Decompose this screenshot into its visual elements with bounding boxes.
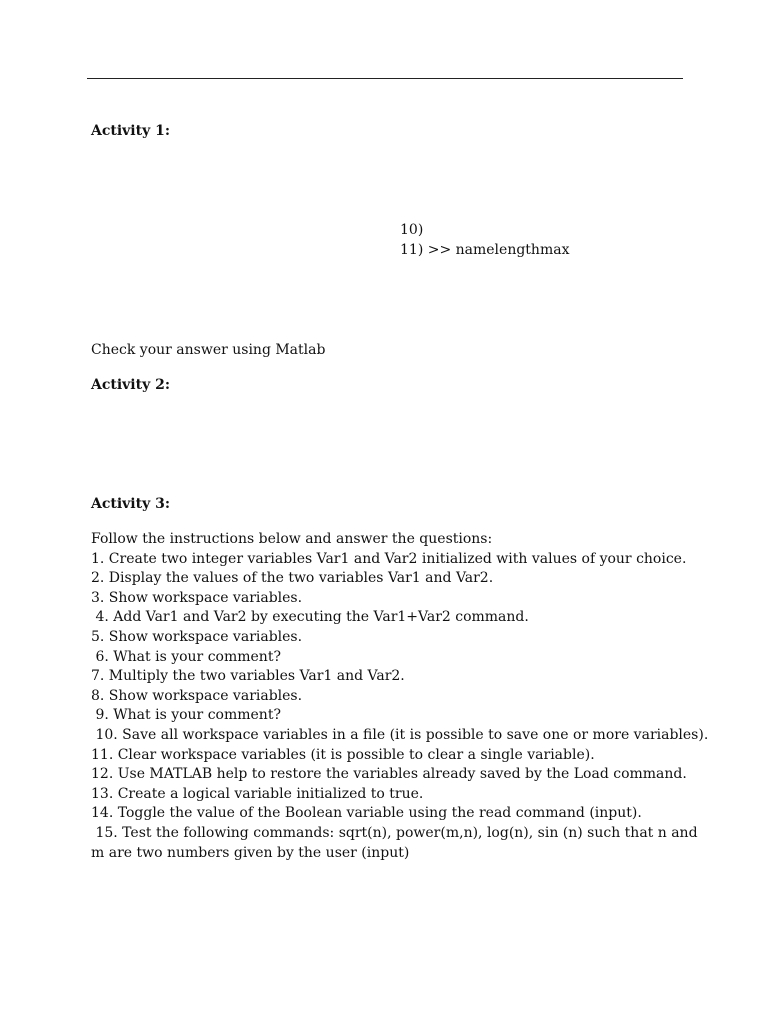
activity-3-instructions [91,530,709,863]
instruction-line: 4. Add Var1 and Var2 by executing the Var1+Var2 command. [91,609,529,626]
instruction-line: 8. Show workspace variables. [91,687,303,704]
activity-1-check-note: Check your answer using Matlab [91,342,326,358]
instruction-line: m are two numbers given by the user (input) [91,844,410,861]
activity-3-heading: Activity 3: [91,496,171,512]
instruction-line: 11. Clear workspace variables (it is possible to clear a single variable). [91,746,595,763]
instruction-line: 13. Create a logical variable initialized to true. [91,785,424,802]
instruction-line: 14. Toggle the value of the Boolean variable using the read command (input). [91,805,642,822]
activity-1-item-11: 11) >> namelengthmax [400,242,570,258]
header-rule [87,78,683,79]
activity-1-item-10: 10) [400,222,424,238]
activity-1-heading: Activity 1: [91,123,171,139]
instruction-line: 5. Show workspace variables. [91,628,303,645]
instruction-line: 6. What is your comment? [91,648,281,665]
instruction-line: 12. Use MATLAB help to restore the variables already saved by the Load command. [91,766,687,783]
instruction-line: 1. Create two integer variables Var1 and Var2 initialized with values of your choice. [91,550,687,567]
instruction-line: 10. Save all workspace variables in a file (it is possible to save one or more variables). [91,726,709,743]
instruction-intro: Follow the instructions below and answer the questions: [91,531,493,547]
instruction-line: 3. Show workspace variables. [91,589,303,606]
instruction-line: 15. Test the following commands: sqrt(n), power(m,n), log(n), sin (n) such that n and [91,824,698,841]
instruction-line: 7. Multiply the two variables Var1 and Var2. [91,668,405,685]
instruction-line: 2. Display the values of the two variables Var1 and Var2. [91,570,494,587]
activity-2-heading: Activity 2: [91,377,171,393]
instruction-line: 9. What is your comment? [91,707,281,724]
